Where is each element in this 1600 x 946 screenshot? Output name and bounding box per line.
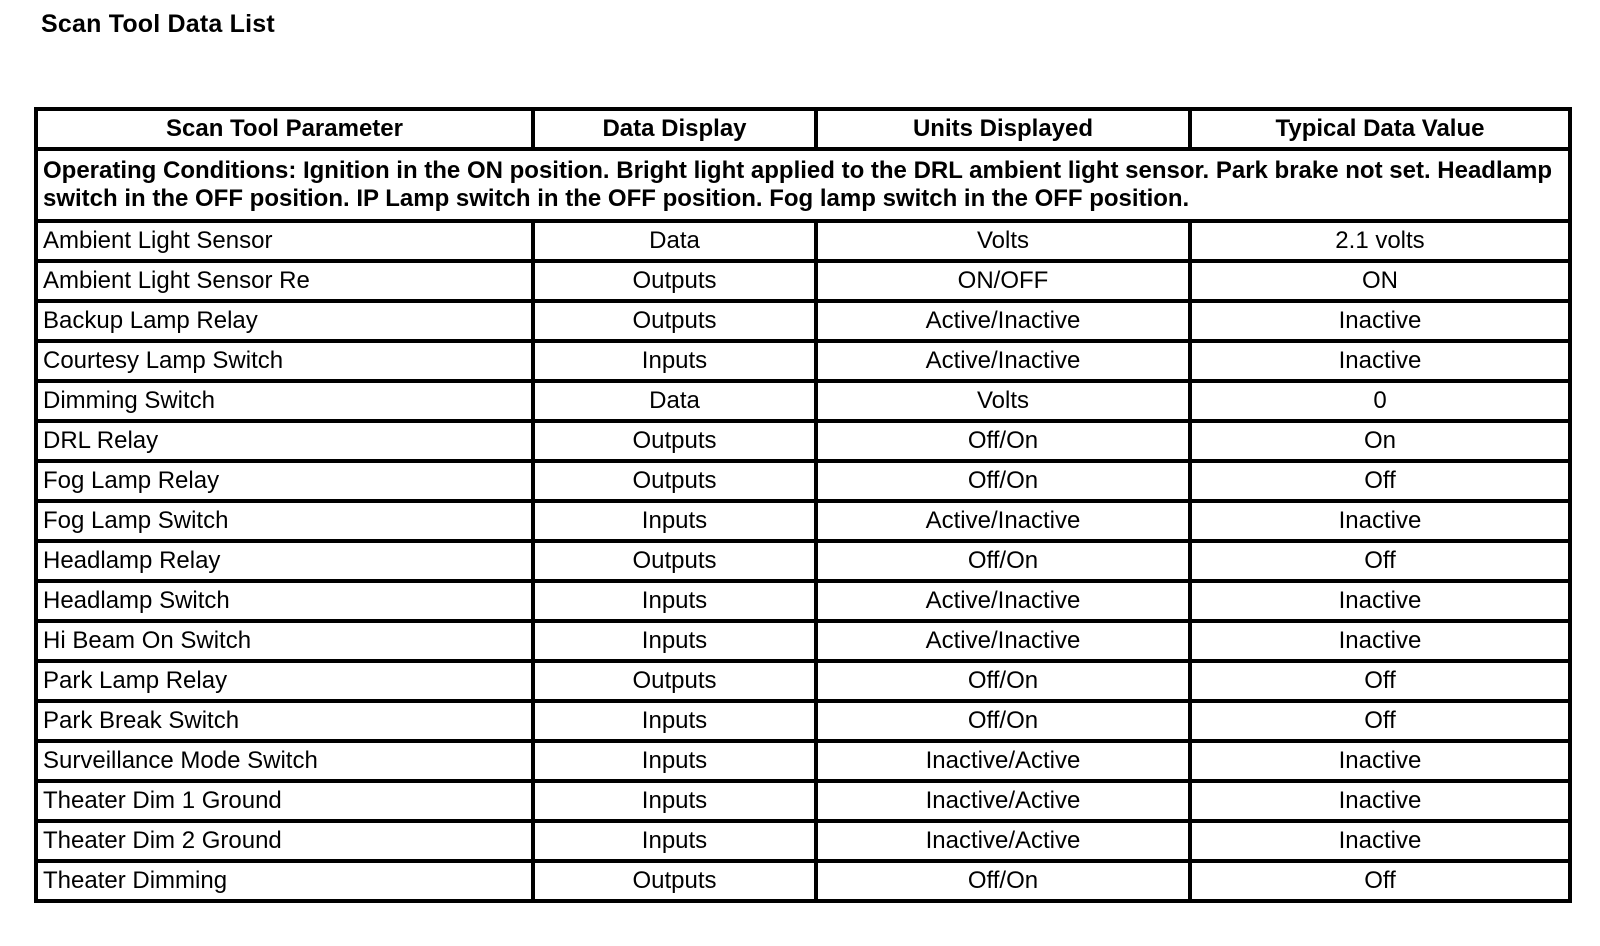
cell-typical-value: On: [1190, 421, 1570, 461]
cell-typical-value: Inactive: [1190, 821, 1570, 861]
table-row: [36, 741, 1570, 781]
cell-data-display: Inputs: [533, 341, 816, 381]
table-row: [36, 701, 1570, 741]
cell-units: Active/Inactive: [816, 621, 1190, 661]
cell-typical-value: ON: [1190, 261, 1570, 301]
cell-data-display: Inputs: [533, 581, 816, 621]
cell-data-display: Inputs: [533, 821, 816, 861]
cell-parameter: Park Lamp Relay: [36, 661, 533, 701]
table-row: [36, 341, 1570, 381]
document-title: Scan Tool Data List: [41, 10, 275, 38]
cell-typical-value: Inactive: [1190, 621, 1570, 661]
cell-parameter: Theater Dim 1 Ground: [36, 781, 533, 821]
cell-parameter: Backup Lamp Relay: [36, 301, 533, 341]
table-row: [36, 501, 1570, 541]
cell-typical-value: Off: [1190, 701, 1570, 741]
cell-parameter: Headlamp Relay: [36, 541, 533, 581]
cell-data-display: Inputs: [533, 741, 816, 781]
cell-parameter: Park Break Switch: [36, 701, 533, 741]
cell-typical-value: Off: [1190, 541, 1570, 581]
table-row: [36, 301, 1570, 341]
cell-parameter: Surveillance Mode Switch: [36, 741, 533, 781]
cell-data-display: Inputs: [533, 701, 816, 741]
cell-units: Off/On: [816, 701, 1190, 741]
table-body: [36, 149, 1570, 901]
cell-units: Off/On: [816, 661, 1190, 701]
cell-units: Inactive/Active: [816, 781, 1190, 821]
cell-units: Active/Inactive: [816, 301, 1190, 341]
table-row: [36, 461, 1570, 501]
cell-data-display: Outputs: [533, 421, 816, 461]
cell-data-display: Outputs: [533, 261, 816, 301]
cell-data-display: Inputs: [533, 621, 816, 661]
cell-parameter: Dimming Switch: [36, 381, 533, 421]
scan-tool-data-table: [34, 107, 1572, 903]
cell-parameter: Theater Dim 2 Ground: [36, 821, 533, 861]
table-row: [36, 821, 1570, 861]
cell-data-display: Data: [533, 221, 816, 261]
cell-units: Off/On: [816, 861, 1190, 901]
cell-units: Inactive/Active: [816, 741, 1190, 781]
cell-data-display: Outputs: [533, 461, 816, 501]
header-scan-tool-parameter: Scan Tool Parameter: [36, 109, 533, 149]
cell-parameter: Hi Beam On Switch: [36, 621, 533, 661]
table-row: [36, 261, 1570, 301]
table-row: [36, 621, 1570, 661]
operating-conditions-row: [36, 149, 1570, 221]
table-row: [36, 221, 1570, 261]
cell-units: Active/Inactive: [816, 501, 1190, 541]
table-header-row: [36, 109, 1570, 149]
cell-parameter: Theater Dimming: [36, 861, 533, 901]
cell-typical-value: Inactive: [1190, 341, 1570, 381]
cell-data-display: Outputs: [533, 861, 816, 901]
cell-typical-value: 0: [1190, 381, 1570, 421]
cell-parameter: Ambient Light Sensor: [36, 221, 533, 261]
cell-units: Volts: [816, 381, 1190, 421]
cell-parameter: Ambient Light Sensor Re: [36, 261, 533, 301]
cell-parameter: Headlamp Switch: [36, 581, 533, 621]
cell-typical-value: Off: [1190, 461, 1570, 501]
table-row: [36, 781, 1570, 821]
header-units-displayed: Units Displayed: [816, 109, 1190, 149]
cell-typical-value: Inactive: [1190, 741, 1570, 781]
cell-typical-value: 2.1 volts: [1190, 221, 1570, 261]
cell-units: Off/On: [816, 541, 1190, 581]
cell-units: Volts: [816, 221, 1190, 261]
cell-parameter: Fog Lamp Relay: [36, 461, 533, 501]
cell-units: Active/Inactive: [816, 581, 1190, 621]
table-row: [36, 581, 1570, 621]
table-row: [36, 661, 1570, 701]
cell-parameter: DRL Relay: [36, 421, 533, 461]
cell-typical-value: Inactive: [1190, 781, 1570, 821]
operating-conditions-text: Operating Conditions: Ignition in the ON position. Bright light applied to the DRL ambient light sensor. Park brake not set. Headlamp switch in the OFF position. IP Lamp switch in the OFF position. Fog lamp switch in the OFF position.: [36, 149, 1570, 221]
cell-parameter: Courtesy Lamp Switch: [36, 341, 533, 381]
cell-parameter: Fog Lamp Switch: [36, 501, 533, 541]
cell-typical-value: Off: [1190, 661, 1570, 701]
table-row: [36, 861, 1570, 901]
cell-typical-value: Inactive: [1190, 301, 1570, 341]
table-row: [36, 381, 1570, 421]
cell-data-display: Outputs: [533, 541, 816, 581]
cell-typical-value: Inactive: [1190, 501, 1570, 541]
cell-data-display: Inputs: [533, 501, 816, 541]
cell-units: Inactive/Active: [816, 821, 1190, 861]
header-data-display: Data Display: [533, 109, 816, 149]
table-row: [36, 421, 1570, 461]
cell-units: Off/On: [816, 421, 1190, 461]
cell-units: ON/OFF: [816, 261, 1190, 301]
cell-data-display: Outputs: [533, 301, 816, 341]
cell-typical-value: Inactive: [1190, 581, 1570, 621]
cell-typical-value: Off: [1190, 861, 1570, 901]
cell-data-display: Inputs: [533, 781, 816, 821]
cell-units: Active/Inactive: [816, 341, 1190, 381]
cell-data-display: Data: [533, 381, 816, 421]
cell-units: Off/On: [816, 461, 1190, 501]
header-typical-data-value: Typical Data Value: [1190, 109, 1570, 149]
table-row: [36, 541, 1570, 581]
cell-data-display: Outputs: [533, 661, 816, 701]
